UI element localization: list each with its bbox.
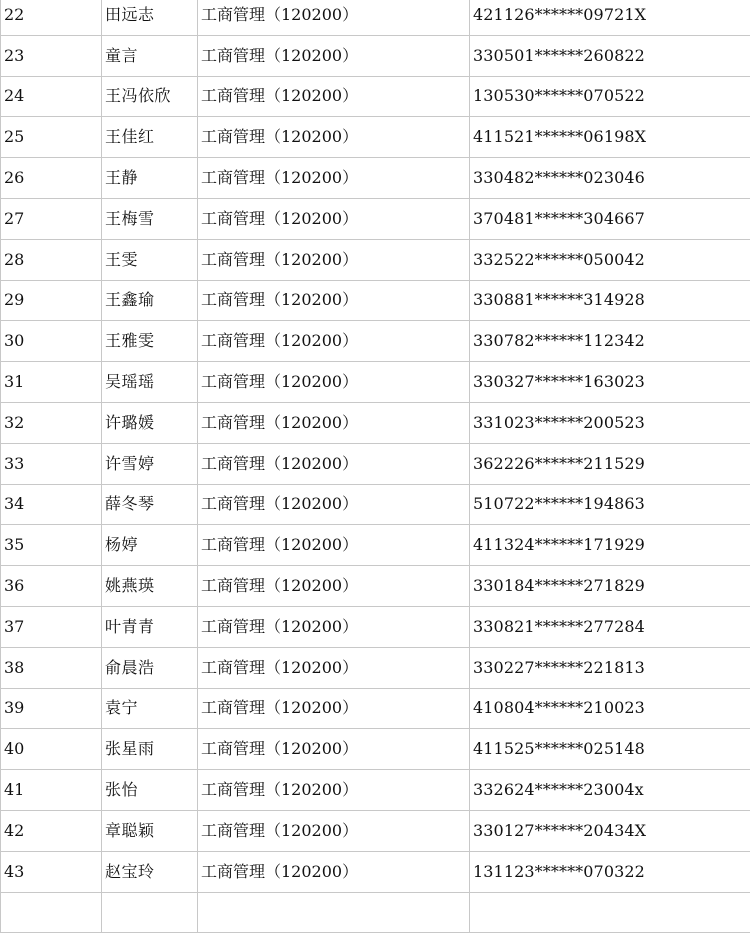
table-row — [1, 484, 750, 525]
student-name: 许璐媛 — [102, 402, 198, 443]
student-name: 张星雨 — [102, 729, 198, 770]
row-number: 22 — [1, 0, 102, 35]
id-number: 370481******304667 — [470, 198, 750, 239]
id-number: 362226******211529 — [470, 443, 750, 484]
table-row — [1, 647, 750, 688]
major-name: 工商管理（120200） — [198, 35, 470, 76]
major-name: 工商管理（120200） — [198, 321, 470, 362]
student-name: 王鑫瑜 — [102, 280, 198, 321]
id-number: 330501******260822 — [470, 35, 750, 76]
table-row — [1, 892, 750, 933]
id-number: 330782******112342 — [470, 321, 750, 362]
row-number: 31 — [1, 362, 102, 403]
major-name: 工商管理（120200） — [198, 117, 470, 158]
table-row — [1, 851, 750, 892]
student-name — [102, 892, 198, 933]
row-number: 41 — [1, 770, 102, 811]
table-row — [1, 117, 750, 158]
student-name: 袁宁 — [102, 688, 198, 729]
id-number: 130530******070522 — [470, 76, 750, 117]
id-number: 410804******210023 — [470, 688, 750, 729]
id-number: 411324******171929 — [470, 525, 750, 566]
major-name — [198, 892, 470, 933]
major-name: 工商管理（120200） — [198, 525, 470, 566]
student-name: 章聪颖 — [102, 810, 198, 851]
major-name: 工商管理（120200） — [198, 770, 470, 811]
id-number: 331023******200523 — [470, 402, 750, 443]
row-number: 25 — [1, 117, 102, 158]
student-name: 俞晨浩 — [102, 647, 198, 688]
student-name: 薛冬琴 — [102, 484, 198, 525]
roster-body — [1, 0, 750, 933]
major-name: 工商管理（120200） — [198, 484, 470, 525]
table-row — [1, 76, 750, 117]
student-name: 张怡 — [102, 770, 198, 811]
major-name: 工商管理（120200） — [198, 566, 470, 607]
row-number: 29 — [1, 280, 102, 321]
table-row — [1, 35, 750, 76]
row-number: 24 — [1, 76, 102, 117]
major-name: 工商管理（120200） — [198, 239, 470, 280]
major-name: 工商管理（120200） — [198, 810, 470, 851]
table-row — [1, 443, 750, 484]
id-number: 510722******194863 — [470, 484, 750, 525]
id-number: 330821******277284 — [470, 606, 750, 647]
major-name: 工商管理（120200） — [198, 729, 470, 770]
id-number: 411525******025148 — [470, 729, 750, 770]
table-row — [1, 566, 750, 607]
id-number: 411521******06198X — [470, 117, 750, 158]
row-number: 38 — [1, 647, 102, 688]
student-name: 叶青青 — [102, 606, 198, 647]
table-row — [1, 158, 750, 199]
id-number: 131123******070322 — [470, 851, 750, 892]
student-name: 王雅雯 — [102, 321, 198, 362]
student-name: 王梅雪 — [102, 198, 198, 239]
student-name: 童言 — [102, 35, 198, 76]
id-number — [470, 892, 750, 933]
row-number: 42 — [1, 810, 102, 851]
student-name: 许雪婷 — [102, 443, 198, 484]
major-name: 工商管理（120200） — [198, 443, 470, 484]
major-name: 工商管理（120200） — [198, 362, 470, 403]
table-row — [1, 239, 750, 280]
row-number: 39 — [1, 688, 102, 729]
table-row — [1, 362, 750, 403]
student-name: 田远志 — [102, 0, 198, 35]
major-name: 工商管理（120200） — [198, 0, 470, 35]
major-name: 工商管理（120200） — [198, 606, 470, 647]
row-number: 23 — [1, 35, 102, 76]
row-number: 27 — [1, 198, 102, 239]
table-row — [1, 198, 750, 239]
id-number: 330482******023046 — [470, 158, 750, 199]
major-name: 工商管理（120200） — [198, 647, 470, 688]
table-row — [1, 402, 750, 443]
major-name: 工商管理（120200） — [198, 158, 470, 199]
table-row — [1, 606, 750, 647]
student-name: 赵宝玲 — [102, 851, 198, 892]
table-row — [1, 770, 750, 811]
student-name: 杨婷 — [102, 525, 198, 566]
major-name: 工商管理（120200） — [198, 76, 470, 117]
student-name: 王雯 — [102, 239, 198, 280]
row-number: 26 — [1, 158, 102, 199]
id-number: 332522******050042 — [470, 239, 750, 280]
student-name: 王冯依欣 — [102, 76, 198, 117]
row-number: 35 — [1, 525, 102, 566]
id-number: 330227******221813 — [470, 647, 750, 688]
id-number: 330327******163023 — [470, 362, 750, 403]
major-name: 工商管理（120200） — [198, 851, 470, 892]
table-row — [1, 688, 750, 729]
id-number: 330127******20434X — [470, 810, 750, 851]
row-number: 28 — [1, 239, 102, 280]
student-name: 吴瑶瑶 — [102, 362, 198, 403]
major-name: 工商管理（120200） — [198, 280, 470, 321]
student-name: 姚燕瑛 — [102, 566, 198, 607]
table-row — [1, 0, 750, 35]
major-name: 工商管理（120200） — [198, 688, 470, 729]
student-name: 王佳红 — [102, 117, 198, 158]
row-number — [1, 892, 102, 933]
table-row — [1, 321, 750, 362]
student-name: 王静 — [102, 158, 198, 199]
id-number: 421126******09721X — [470, 0, 750, 35]
row-number: 36 — [1, 566, 102, 607]
row-number: 43 — [1, 851, 102, 892]
id-number: 330184******271829 — [470, 566, 750, 607]
row-number: 40 — [1, 729, 102, 770]
id-number: 332624******23004x — [470, 770, 750, 811]
row-number: 32 — [1, 402, 102, 443]
table-row — [1, 525, 750, 566]
major-name: 工商管理（120200） — [198, 198, 470, 239]
id-number: 330881******314928 — [470, 280, 750, 321]
row-number: 37 — [1, 606, 102, 647]
table-row — [1, 810, 750, 851]
row-number: 34 — [1, 484, 102, 525]
major-name: 工商管理（120200） — [198, 402, 470, 443]
row-number: 33 — [1, 443, 102, 484]
table-row — [1, 280, 750, 321]
row-number: 30 — [1, 321, 102, 362]
table-row — [1, 729, 750, 770]
